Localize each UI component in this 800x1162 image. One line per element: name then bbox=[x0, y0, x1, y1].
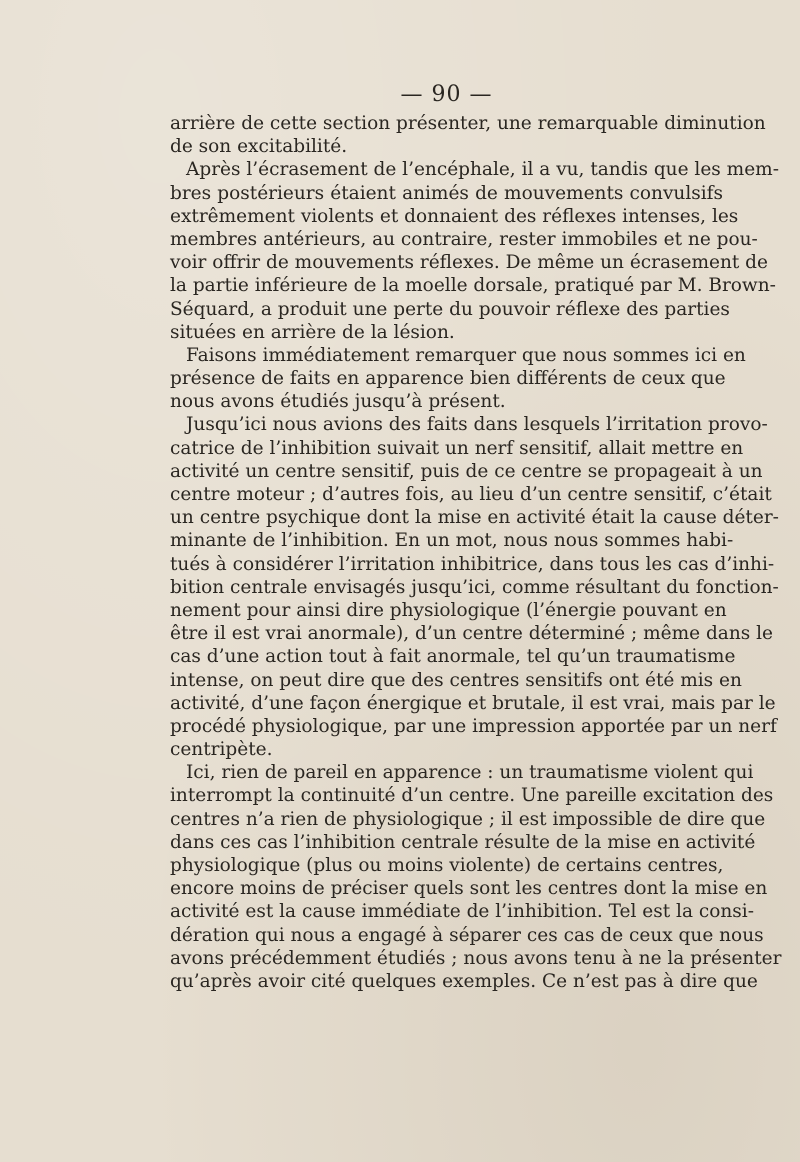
text-line: bition centrale envisagés jusqu’ici, comme résultant du fonction- bbox=[170, 576, 779, 598]
text-line: nous avons étudiés jusqu’à présent. bbox=[170, 391, 506, 413]
text-line: activité, d’une façon énergique et brutale, il est vrai, mais par le bbox=[170, 692, 776, 714]
text-line: intense, on peut dire que des centres sensitifs ont été mis en bbox=[170, 669, 742, 691]
text-line: arrière de cette section présenter, une remarquable diminution bbox=[170, 113, 766, 134]
page-number: — 90 — bbox=[400, 82, 493, 107]
text-line: centre moteur ; d’autres fois, au lieu d’un centre sensitif, c’était bbox=[170, 484, 772, 505]
text-line: centres n’a rien de physiologique ; il est impossible de dire que bbox=[170, 808, 766, 830]
text-line: membres antérieurs, au contraire, rester immobiles et ne pou- bbox=[170, 228, 758, 250]
text-line: la partie inférieure de la moelle dorsale, pratiqué par M. Brown- bbox=[170, 275, 776, 297]
text-line: physiologique (plus ou moins violente) de certains centres, bbox=[170, 855, 724, 876]
text-line: Séquard, a produit une perte du pouvoir réflexe des parties bbox=[170, 298, 730, 320]
text-line: extrêmement violents et donnaient des réflexes intenses, les bbox=[170, 205, 739, 227]
text-line: dération qui nous a engagé à séparer ces cas de ceux que nous bbox=[170, 924, 764, 946]
text-line: un centre psychique dont la mise en activité était la cause déter- bbox=[170, 507, 779, 529]
text-line: Faisons immédiatement remarquer que nous sommes ici en bbox=[186, 344, 746, 366]
text-line: Ici, rien de pareil en apparence : un traumatisme violent qui bbox=[186, 762, 754, 784]
text-line: être il est vrai anormale), d’un centre déterminé ; même dans le bbox=[170, 623, 773, 645]
text-line: présence de faits en apparence bien différents de ceux que bbox=[170, 368, 726, 390]
text-line: catrice de l’inhibition suivait un nerf sensitif, allait mettre en bbox=[170, 437, 744, 459]
text-line: tués à considérer l’irritation inhibitrice, dans tous les cas d’inhi- bbox=[170, 553, 775, 575]
book-page bbox=[170, 80, 782, 993]
text-line: bres postérieurs étaient animés de mouvements convulsifs bbox=[170, 182, 723, 204]
text-line: de son excitabilité. bbox=[170, 136, 348, 158]
text-line: interrompt la continuité d’un centre. Une pareille excitation des bbox=[170, 785, 774, 807]
text-line: voir offrir de mouvements réflexes. De même un écrasement de bbox=[170, 252, 768, 274]
text-line: Après l’écrasement de l’encéphale, il a vu, tandis que les mem- bbox=[186, 159, 779, 181]
text-line: activité un centre sensitif, puis de ce centre se propageait à un bbox=[170, 460, 763, 482]
text-line: Jusqu’ici nous avions des faits dans lesquels l’irritation provo- bbox=[186, 414, 768, 436]
text-line: situées en arrière de la lésion. bbox=[170, 321, 455, 343]
text-line: centripète. bbox=[170, 739, 273, 761]
text-line: minante de l’inhibition. En un mot, nous nous sommes habi- bbox=[170, 530, 734, 552]
text-line: cas d’une action tout à fait anormale, tel qu’un traumatisme bbox=[170, 646, 736, 668]
text-line: qu’après avoir cité quelques exemples. Ce n’est pas à dire que bbox=[170, 970, 758, 992]
text-line: avons précédemment étudiés ; nous avons tenu à ne la présenter bbox=[170, 947, 782, 969]
text-line: dans ces cas l’inhibition centrale résulte de la mise en activité bbox=[170, 831, 756, 853]
text-line: activité est la cause immédiate de l’inhibition. Tel est la consi- bbox=[170, 901, 754, 923]
body-text bbox=[170, 112, 782, 993]
text-line: encore moins de préciser quels sont les centres dont la mise en bbox=[170, 878, 768, 900]
text-line: procédé physiologique, par une impression apportée par un nerf bbox=[170, 715, 777, 737]
text-line: nement pour ainsi dire physiologique (l’énergie pouvant en bbox=[170, 599, 727, 621]
